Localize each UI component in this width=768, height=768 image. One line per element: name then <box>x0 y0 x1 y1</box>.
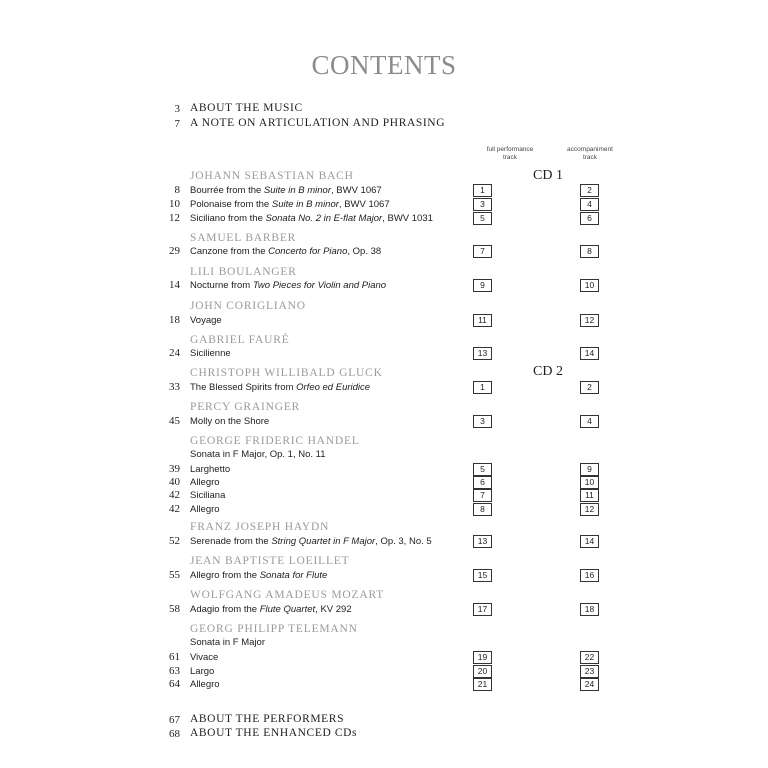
accompaniment-track-box: 18 <box>580 603 599 616</box>
work-title-text: , BWV 1067 <box>330 185 382 196</box>
accompaniment-track-box: 4 <box>580 198 599 211</box>
work-title-italic: Suite in B minor <box>263 185 331 196</box>
full-performance-track-box: 9 <box>473 279 492 292</box>
work-title-text: Siciliano from the <box>190 213 266 224</box>
work-title[interactable] <box>190 604 352 615</box>
work-title-text: Siciliana <box>190 490 226 501</box>
composer-name: JOHN CORIGLIANO <box>190 300 306 312</box>
composer-name: GEORGE FRIDERIC HANDEL <box>190 435 360 447</box>
full-performance-track-box: 3 <box>473 415 492 428</box>
accompaniment-track-box: 8 <box>580 245 599 258</box>
full-performance-track-box: 13 <box>473 535 492 548</box>
work-title-italic: String Quartet in F Major <box>271 536 376 547</box>
back-matter-page: 67 <box>169 714 180 726</box>
page-title: CONTENTS <box>311 50 457 80</box>
composer-name: CHRISTOPH WILLIBALD GLUCK <box>190 367 383 379</box>
work-title-text: Nocturne from <box>190 280 253 291</box>
work-title-text: Bourrée from the <box>190 185 264 196</box>
full-performance-track-box: 13 <box>473 347 492 360</box>
work-page-number: 64 <box>169 678 180 690</box>
work-page-number: 12 <box>169 212 180 224</box>
accompaniment-track-box: 6 <box>580 212 599 225</box>
accompaniment-header <box>550 146 630 162</box>
work-title-italic: Orfeo ed Euridice <box>296 382 371 393</box>
full-performance-track-box: 5 <box>473 463 492 476</box>
accompaniment-track-box: 14 <box>580 347 599 360</box>
work-title[interactable] <box>190 280 386 291</box>
work-title-text: Voyage <box>190 315 222 326</box>
work-page-number: 52 <box>169 535 180 547</box>
work-page-number: 33 <box>169 381 180 393</box>
accompaniment-track-box: 10 <box>580 476 599 489</box>
composer-name: JEAN BAPTISTE LOEILLET <box>190 555 350 567</box>
work-page-number: 29 <box>169 245 180 257</box>
composer-name: PERCY GRAINGER <box>190 401 301 413</box>
composer-name: WOLFGANG AMADEUS MOZART <box>190 589 385 601</box>
work-title[interactable] <box>190 315 222 326</box>
work-title-text: Serenade from the <box>190 536 272 547</box>
accompaniment-track-box: 23 <box>580 665 599 678</box>
composer-name: FRANZ JOSEPH HAYDN <box>190 521 330 533</box>
work-title-text: The Blessed Spirits from <box>190 382 297 393</box>
composer-name: GABRIEL FAURÉ <box>190 334 290 346</box>
work-title-text: Allegro <box>190 679 220 690</box>
work-title[interactable] <box>190 666 214 677</box>
work-page-number: 10 <box>169 198 180 210</box>
full-performance-track-box: 7 <box>473 489 492 502</box>
accompaniment-track-box: 12 <box>580 503 599 516</box>
full-header-line: full performance <box>486 146 534 153</box>
work-title[interactable] <box>190 464 230 475</box>
cd2-label: CD 2 <box>533 364 563 379</box>
work-page-number: 61 <box>169 651 180 663</box>
work-title-text: Allegro <box>190 504 220 515</box>
accompaniment-track-box: 9 <box>580 463 599 476</box>
full-performance-track-box: 1 <box>473 381 492 394</box>
front-matter-page: 7 <box>174 118 180 130</box>
work-title[interactable] <box>190 199 390 210</box>
work-page-number: 55 <box>169 569 180 581</box>
work-title-text: Vivace <box>190 652 219 663</box>
work-title[interactable] <box>190 679 220 690</box>
work-title[interactable] <box>190 477 220 488</box>
work-page-number: 18 <box>169 314 180 326</box>
composer-name: LILI BOULANGER <box>190 266 297 278</box>
full-performance-header <box>470 146 550 162</box>
full-performance-track-box: 8 <box>473 503 492 516</box>
work-title[interactable] <box>190 490 225 501</box>
work-title-italic: Suite in B minor <box>271 199 339 210</box>
accompaniment-track-box: 10 <box>580 279 599 292</box>
work-page-number: 63 <box>169 665 180 677</box>
full-performance-track-box: 6 <box>473 476 492 489</box>
accompaniment-track-box: 11 <box>580 489 599 502</box>
work-title-text: , Op. 3, No. 5 <box>375 536 432 547</box>
back-matter-entry[interactable]: ABOUT THE PERFORMERS <box>190 713 345 725</box>
full-performance-track-box: 20 <box>473 665 492 678</box>
composer-name: GEORG PHILIPP TELEMANN <box>190 623 358 635</box>
work-title[interactable] <box>190 348 231 359</box>
work-page-number: 24 <box>169 347 180 359</box>
work-title[interactable] <box>190 416 269 427</box>
front-matter-page: 3 <box>174 103 180 115</box>
work-subtitle: Sonata in F Major <box>190 637 265 648</box>
full-performance-track-box: 15 <box>473 569 492 582</box>
accomp-header-line: accompaniment <box>567 146 613 153</box>
back-matter-page: 68 <box>169 728 180 740</box>
composer-name: SAMUEL BARBER <box>190 232 297 244</box>
work-title[interactable] <box>190 652 218 663</box>
full-performance-track-box: 17 <box>473 603 492 616</box>
work-title-text: Allegro from the <box>190 570 260 581</box>
work-page-number: 42 <box>169 503 180 515</box>
work-title-italic: Concerto for Piano <box>268 246 348 257</box>
work-page-number: 14 <box>169 279 180 291</box>
work-title-text: Larghetto <box>190 464 231 475</box>
cd1-label: CD 1 <box>533 168 563 183</box>
work-title-italic: Flute Quartet <box>259 604 316 615</box>
work-subtitle: Sonata in F Major, Op. 1, No. 11 <box>190 449 326 460</box>
work-title-italic: Sonata No. 2 in E-flat Major <box>265 213 383 224</box>
work-page-number: 8 <box>174 184 180 196</box>
full-performance-track-box: 5 <box>473 212 492 225</box>
work-title-text: Adagio from the <box>190 604 260 615</box>
accompaniment-track-box: 2 <box>580 184 599 197</box>
accompaniment-track-box: 14 <box>580 535 599 548</box>
accompaniment-track-box: 2 <box>580 381 599 394</box>
work-title-text: Polonaise from the <box>190 199 272 210</box>
work-page-number: 45 <box>169 415 180 427</box>
work-title-text: , BWV 1031 <box>382 213 433 224</box>
work-title[interactable] <box>190 570 327 581</box>
work-title-text: Molly on the Shore <box>190 416 270 427</box>
full-header-line: track <box>502 154 518 161</box>
composer-name: JOHANN SEBASTIAN BACH <box>190 170 354 182</box>
work-title[interactable] <box>190 504 220 515</box>
work-title-text: Allegro <box>190 477 220 488</box>
work-title-text: , Op. 38 <box>347 246 382 257</box>
full-performance-track-box: 11 <box>473 314 492 327</box>
work-title-text: Canzone from the <box>190 246 269 257</box>
back-matter-entry[interactable]: ABOUT THE ENHANCED CDs <box>190 727 358 739</box>
accompaniment-track-box: 24 <box>580 678 599 691</box>
work-title[interactable] <box>190 536 432 547</box>
work-title-text: Sicilienne <box>190 348 231 359</box>
work-page-number: 58 <box>169 603 180 615</box>
full-performance-track-box: 1 <box>473 184 492 197</box>
accomp-header-line: track <box>582 154 598 161</box>
work-title-text: Largo <box>190 666 215 677</box>
work-title[interactable] <box>190 185 382 196</box>
work-page-number: 42 <box>169 489 180 501</box>
work-title[interactable] <box>190 213 433 224</box>
work-title-italic: Sonata for Flute <box>259 570 328 581</box>
full-performance-track-box: 21 <box>473 678 492 691</box>
work-title[interactable] <box>190 382 370 393</box>
front-matter-entry[interactable]: ABOUT THE MUSIC <box>190 102 303 114</box>
work-page-number: 39 <box>169 463 180 475</box>
accompaniment-track-box: 16 <box>580 569 599 582</box>
work-page-number: 40 <box>169 476 180 488</box>
accompaniment-track-box: 22 <box>580 651 599 664</box>
work-title[interactable] <box>190 246 381 257</box>
front-matter-entry[interactable]: A NOTE ON ARTICULATION AND PHRASING <box>190 117 446 129</box>
accompaniment-track-box: 4 <box>580 415 599 428</box>
full-performance-track-box: 7 <box>473 245 492 258</box>
full-performance-track-box: 3 <box>473 198 492 211</box>
work-title-italic: Two Pieces for Violin and Piano <box>252 280 387 291</box>
accompaniment-track-box: 12 <box>580 314 599 327</box>
work-title-text: , KV 292 <box>315 604 352 615</box>
work-title-text: , BWV 1067 <box>338 199 390 210</box>
full-performance-track-box: 19 <box>473 651 492 664</box>
